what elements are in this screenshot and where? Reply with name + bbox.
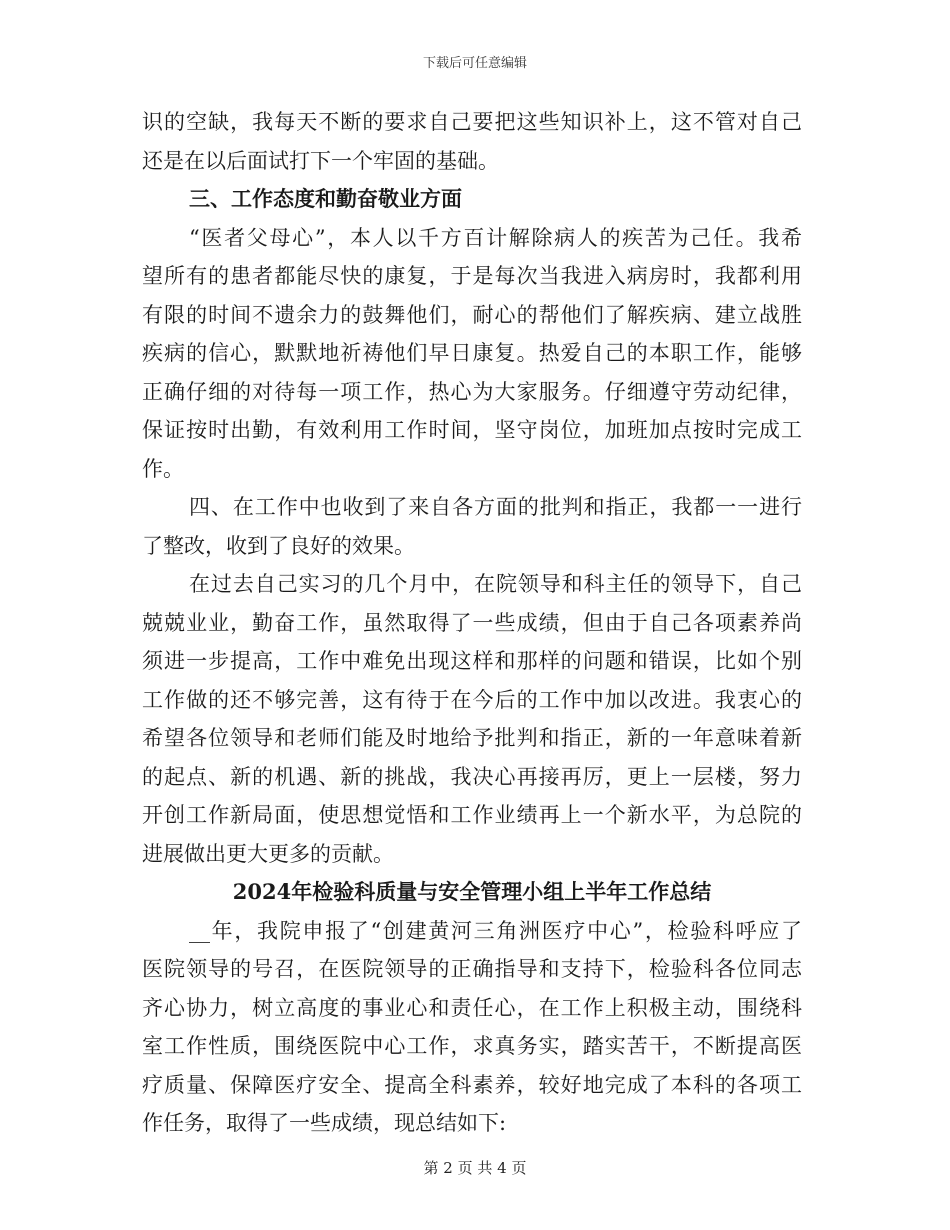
text-line: 医院领导的号召，在医院领导的正确指导和支持下，检验科各位同志	[142, 957, 802, 981]
text-line: 正确仔细的对待每一项工作，热心为大家服务。仔细遵守劳动纪律，	[142, 379, 802, 404]
document-body	[142, 103, 802, 1143]
page-header-note: 下载后可任意编辑	[422, 56, 527, 71]
text-line: 作。	[142, 456, 184, 481]
text-line: 四、在工作中也收到了来自各方面的批判和指正，我都一一进行	[189, 495, 802, 519]
text-line: 齐心协力，树立高度的事业心和责任心，在工作上积极主动，围绕科	[142, 995, 802, 1020]
text-line: 在过去自己实习的几个月中，在院领导和科主任的领导下，自己	[189, 572, 802, 596]
text-line: 作任务，取得了一些成绩，现总结如下:	[142, 1111, 507, 1135]
text-line: 的起点、新的机遇、新的挑战，我决心再接再厉，更上一层楼，努力	[142, 764, 802, 789]
text-line: __年，我院申报了“创建黄河三角洲医疗中心”，检验科呼应了	[189, 918, 802, 943]
text-line: 望所有的患者都能尽快的康复，于是每次当我进入病房时，我都利用	[142, 264, 802, 288]
text-line: “医者父母心”，本人以千方百计解除病人的疾苦为己任。我希	[189, 225, 802, 250]
text-line: 疗质量、保障医疗安全、提高全科素养，较好地完成了本科的各项工	[142, 1072, 802, 1097]
text-line: 保证按时出勤，有效利用工作时间，坚守岗位，加班加点按时完成工	[142, 418, 802, 442]
section-heading: 三、工作态度和勤奋敬业方面	[189, 186, 462, 211]
text-line: 开创工作新局面，使思想觉悟和工作业绩再上一个新水平，为总院的	[142, 803, 802, 827]
text-line: 了整改，收到了良好的效果。	[142, 533, 415, 558]
text-line: 疾病的信心，默默地祈祷他们早日康复。热爱自己的本职工作，能够	[142, 341, 802, 365]
text-line: 须进一步提高，工作中难免出现这样和那样的问题和错误，比如个别	[142, 649, 802, 673]
text-line: 还是在以后面试打下一个牢固的基础。	[142, 148, 499, 173]
document-title: 2024年检验科质量与安全管理小组上半年工作总结	[232, 879, 712, 904]
page-footer-number: 第 2 页 共 4 页	[423, 1159, 527, 1177]
text-line: 兢兢业业，勤奋工作，虽然取得了一些成绩，但由于自己各项素养尚	[142, 610, 802, 635]
text-line: 希望各位领导和老师们能及时地给予批判和指正，新的一年意味着新	[142, 726, 802, 750]
text-line: 室工作性质，围绕医院中心工作，求真务实，踏实苦干，不断提高医	[142, 1034, 802, 1058]
text-line: 有限的时间不遗余力的鼓舞他们，耐心的帮他们了解疾病、建立战胜	[142, 302, 802, 327]
text-line: 进展做出更大更多的贡献。	[142, 841, 394, 866]
text-line: 识的空缺，我每天不断的要求自己要把这些知识补上，这不管对自己	[142, 110, 802, 134]
text-line: 工作做的还不够完善，这有待于在今后的工作中加以改进。我衷心的	[142, 687, 802, 712]
